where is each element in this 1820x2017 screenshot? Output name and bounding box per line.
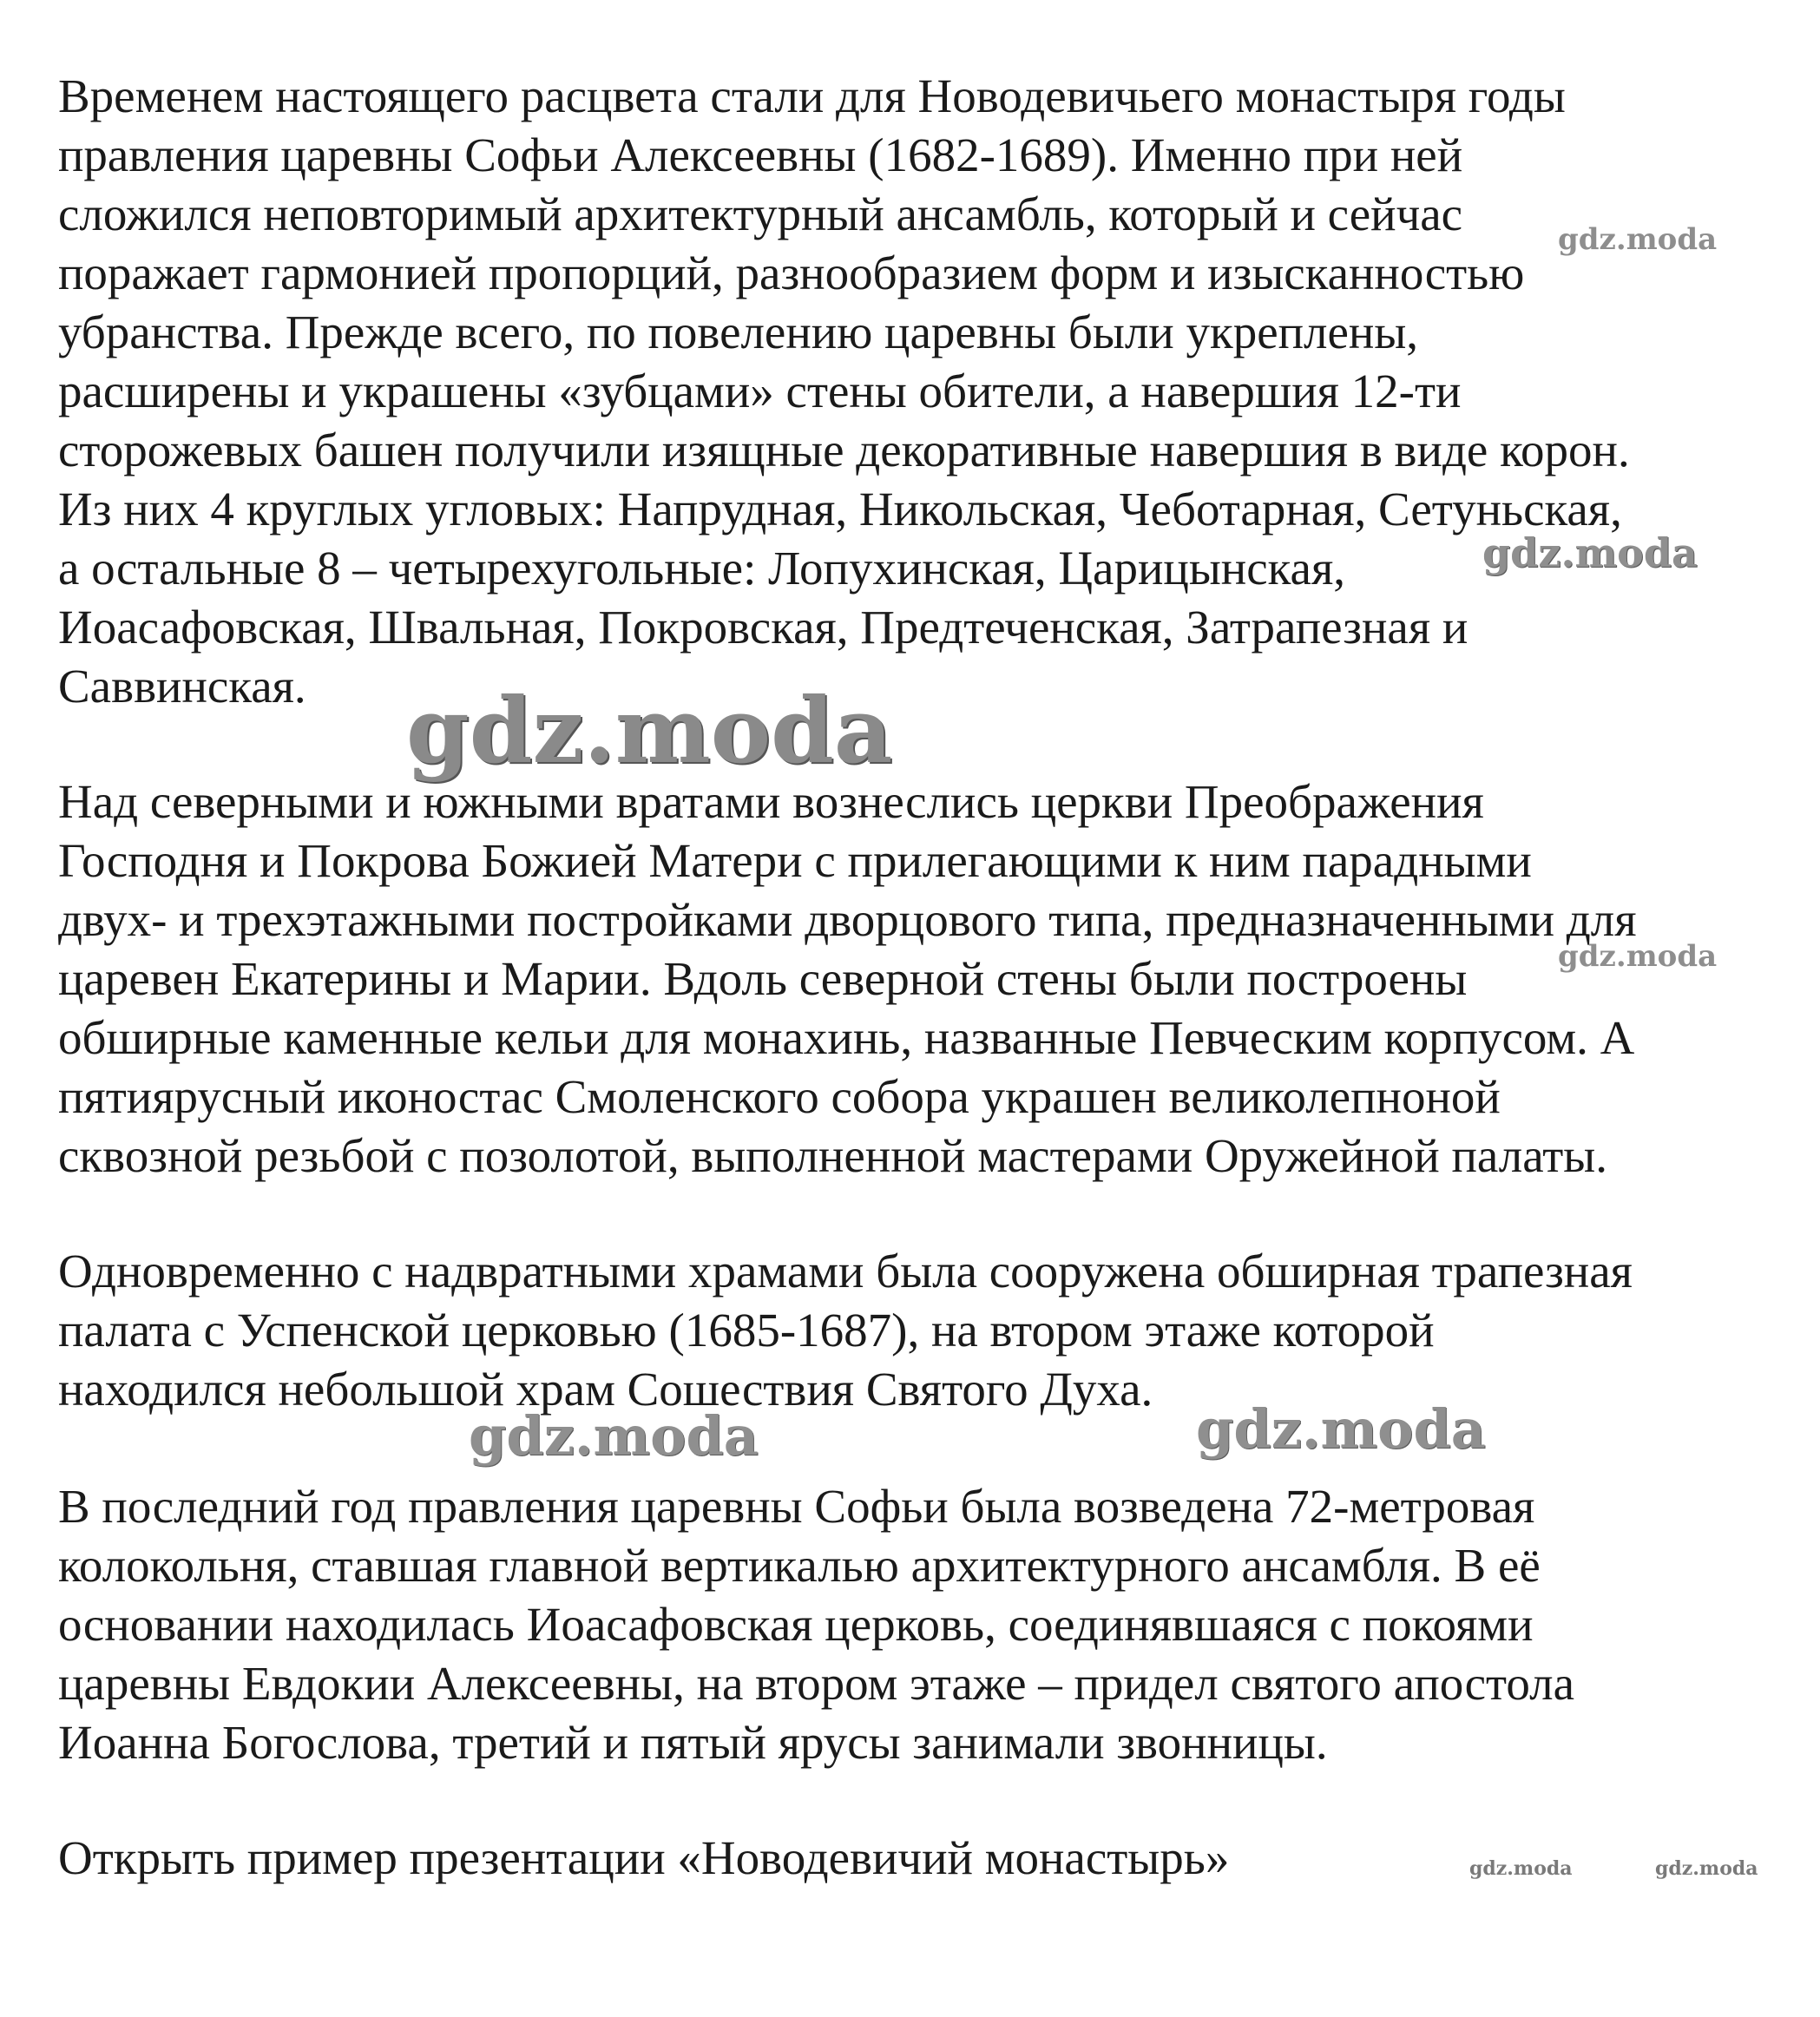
paragraph-4-line-5: Иоанна Богослова, третий и пятый ярусы занимали звонницы. (58, 1716, 1328, 1769)
paragraph-1-line-2: правления царевны Софьи Алексеевны (1682-1689). Именно при ней (58, 128, 1463, 181)
paragraph-3-line-1: Одновременно с надвратными храмами была сооружена обширная трапезная (58, 1245, 1633, 1298)
paragraph-4-line-3: основании находилась Иоасафовская церковь, соединявшаяся с покоями (58, 1598, 1534, 1651)
paragraph-1-line-5: убранства. Прежде всего, по повелению царевны были укреплены, (58, 306, 1419, 358)
paragraph-2-line-6: пятиярусный иконостас Смоленского собора украшен великолепноной (58, 1070, 1501, 1123)
watermark-8: gdz.moda (1655, 1857, 1758, 1880)
paragraph-1-line-6: расширены и украшены «зубцами» стены обители, а навершия 12-ти (58, 365, 1462, 417)
watermark-2: gdz.moda (1482, 529, 1698, 576)
paragraph-4-line-4: царевны Евдокии Алексеевны, на втором этаже – придел святого апостола (58, 1657, 1575, 1710)
watermark-5: gdz.moda (469, 1404, 759, 1468)
paragraph-2-line-3: двух- и трехэтажными постройками дворцового типа, предназначенными для (58, 893, 1637, 946)
paragraph-4-line-2: колокольня, ставшая главной вертикалью архитектурного ансамбля. В её (58, 1539, 1541, 1592)
paragraph-1-line-1: Временем настоящего расцвета стали для Новодевичьего монастыря годы (58, 69, 1566, 122)
watermark-7: gdz.moda (1469, 1857, 1573, 1880)
paragraph-1-line-9: а остальные 8 – четырехугольные: Лопухинская, Царицынская, (58, 542, 1345, 595)
paragraph-1-line-4: поражает гармонией пропорций, разнообразием форм и изысканностью (58, 246, 1525, 299)
paragraph-3-line-2: палата с Успенской церковью (1685-1687), на втором этаже которой (58, 1304, 1435, 1357)
paragraph-1-line-10: Иоасафовская, Швальная, Покровская, Предтеченская, Затрапезная и (58, 601, 1468, 654)
paragraph-2-line-5: обширные каменные кельи для монахинь, названные Певческим корпусом. А (58, 1011, 1635, 1064)
open-presentation-link[interactable]: Открыть пример презентации «Новодевичий монастырь» (58, 1831, 1230, 1884)
watermark-4: gdz.moda (1558, 939, 1718, 974)
watermark-3: gdz.moda (406, 677, 893, 784)
paragraph-2-line-1: Над северными и южными вратами вознеслись церкви Преображения (58, 775, 1484, 828)
paragraph-1-line-7: сторожевых башен получили изящные декоративные навершия в виде корон. (58, 424, 1630, 476)
watermark-1: gdz.moda (1558, 222, 1718, 257)
paragraph-2-line-2: Господня и Покрова Божией Матери с прилегающими к ним парадными (58, 834, 1532, 887)
paragraph-3-line-3: находился небольшой храм Сошествия Святого Духа. (58, 1363, 1153, 1416)
paragraph-2-line-4: царевен Екатерины и Марии. Вдоль северной стены были построены (58, 952, 1468, 1005)
paragraph-1-line-11: Саввинская. (58, 660, 306, 713)
paragraph-1-line-3: сложился неповторимый архитектурный ансамбль, который и сейчас (58, 187, 1463, 240)
watermark-6: gdz.moda (1196, 1397, 1486, 1461)
paragraph-4-line-1: В последний год правления царевны Софьи была возведена 72-метровая (58, 1480, 1535, 1533)
paragraph-1-line-8: Из них 4 круглых угловых: Напрудная, Никольская, Чеботарная, Сетуньская, (58, 483, 1622, 535)
paragraph-2-line-7: сквозной резьбой с позолотой, выполненной мастерами Оружейной палаты. (58, 1129, 1607, 1182)
